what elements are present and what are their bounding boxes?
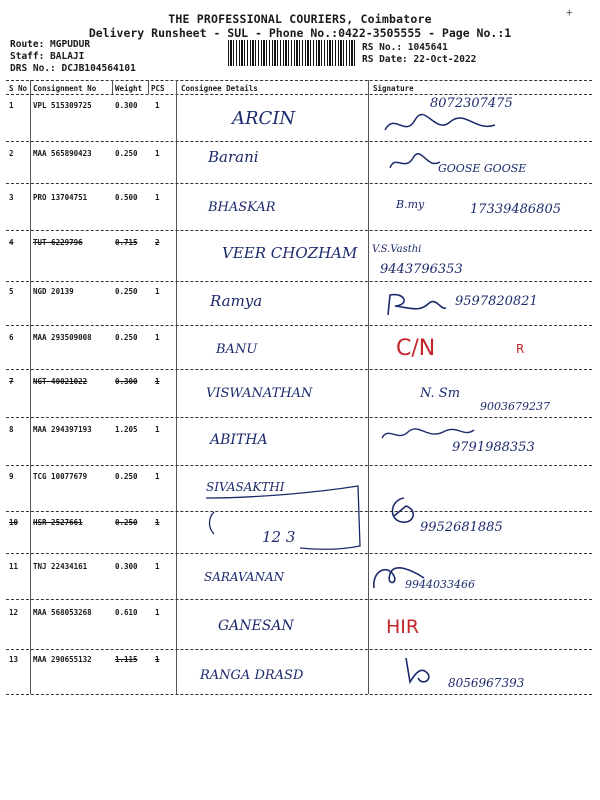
- row-sno: 1: [9, 101, 14, 110]
- row-sno: 9: [9, 472, 14, 481]
- row-sno: 7: [9, 377, 14, 386]
- row-signature-phone: 8072307475: [430, 96, 513, 111]
- runsheet-subtitle: Delivery Runsheet - SUL - Phone No.:0422-3505555 - Page No.:1: [88, 26, 512, 40]
- row-signature-phone: 9597820821: [455, 294, 538, 309]
- row-pcs: 1: [155, 193, 160, 202]
- row-consignment: MAA 565890423: [33, 149, 92, 158]
- row-sno: 6: [9, 333, 14, 342]
- row-signature-phone: 17339486805: [470, 202, 561, 217]
- row-divider: [6, 417, 592, 418]
- col-header-consignment: Consignment No: [33, 84, 97, 93]
- col-header-pcs: PCS: [151, 84, 165, 93]
- row-consignment: NGT 40021022: [33, 377, 88, 386]
- rs-date: RS Date: 22-Oct-2022: [362, 54, 477, 65]
- table-header-rule: [6, 94, 592, 95]
- rs-number: RS No.: 1045641: [362, 42, 448, 53]
- row-weight: 0.300: [115, 101, 138, 110]
- margin-note: 12 3: [262, 528, 296, 546]
- row-divider: [6, 599, 592, 600]
- row-consignee-name: SARAVANAN: [204, 570, 285, 584]
- row-consignee-name: ABITHA: [210, 432, 268, 448]
- col-header-signature: Signature: [373, 84, 414, 93]
- row-weight: 0.250: [115, 518, 138, 527]
- row-consignee-name: BANU: [216, 342, 258, 357]
- row-consignee-name: VEER CHOZHAM: [222, 244, 358, 262]
- signature-scribble: [380, 290, 450, 320]
- row-signature-text: B.my: [396, 198, 425, 211]
- row-signature-status: HIR: [386, 616, 420, 638]
- corner-mark-icon: +: [566, 6, 573, 19]
- row-consignment: VPL 515309725: [33, 101, 92, 110]
- row-signature-phone: 9791988353: [452, 440, 535, 455]
- row-consignment: NGD 20139: [33, 287, 74, 296]
- row-weight: 0.610: [115, 608, 138, 617]
- row-consignment: MAA 294397193: [33, 425, 92, 434]
- row-weight: 0.250: [115, 149, 138, 158]
- row-weight: 0.250: [115, 333, 138, 342]
- row-sno: 8: [9, 425, 14, 434]
- row-consignment: MAA 293509008: [33, 333, 92, 342]
- signature-scribble: [384, 494, 424, 528]
- row-consignee-name: RANGA DRASD: [200, 668, 304, 683]
- col-header-consignee: Consignee Details: [181, 84, 258, 93]
- row-signature-phone: 9952681885: [420, 520, 503, 535]
- runsheet-title: THE PROFESSIONAL COURIERS, Coimbatore: [168, 12, 432, 26]
- row-consignee-name: Ramya: [210, 292, 263, 310]
- row-consignee-name: BHASKAR: [208, 200, 276, 215]
- row-pcs: 1: [155, 377, 160, 386]
- row-pcs: 1: [155, 425, 160, 434]
- row-weight: 0.250: [115, 472, 138, 481]
- row-signature-mark: R: [516, 342, 525, 356]
- col-header-weight: Weight: [115, 84, 143, 93]
- row-consignment: MAA 290655132: [33, 655, 92, 664]
- row-divider: [6, 183, 592, 184]
- row-sno: 12: [9, 608, 19, 617]
- row-weight: 1.115: [115, 655, 138, 664]
- column-divider: [148, 80, 149, 94]
- row-divider: [6, 553, 592, 554]
- row-consignment: TUT 6229796: [33, 238, 83, 247]
- row-divider: [6, 511, 592, 512]
- column-divider: [176, 80, 177, 694]
- row-divider: [6, 281, 592, 282]
- row-pcs: 1: [155, 333, 160, 342]
- row-divider: [6, 325, 592, 326]
- row-divider: [6, 141, 592, 142]
- row-signature-phone: 9944033466: [405, 578, 475, 591]
- row-signature-phone: 9003679237: [480, 400, 550, 413]
- row-signature-phone: 8056967393: [448, 676, 525, 690]
- row-signature-status: C/N: [396, 336, 436, 361]
- row-consignee-name: SIVASAKTHI: [206, 480, 285, 494]
- row-pcs: 1: [155, 562, 160, 571]
- signature-scribble: [385, 150, 445, 176]
- row-signature-text: N. Sm: [420, 386, 461, 401]
- route-label: Route: MGPUDUR: [10, 39, 91, 50]
- row-consignment: MAA 568053268: [33, 608, 92, 617]
- row-weight: 1.205: [115, 425, 138, 434]
- row-weight: 0.300: [115, 562, 138, 571]
- table-bottom-rule: [6, 694, 592, 695]
- row-divider: [6, 230, 592, 231]
- row-signature-text: V.S.Vasthi: [372, 244, 422, 255]
- row-weight: 0.250: [115, 287, 138, 296]
- row-sno: 10: [9, 518, 19, 527]
- column-divider: [112, 80, 113, 94]
- row-weight: 0.715: [115, 238, 138, 247]
- row-signature-text: GOOSE GOOSE: [438, 162, 527, 175]
- row-pcs: 2: [155, 238, 160, 247]
- row-consignee-name: Barani: [208, 148, 259, 166]
- row-sno: 2: [9, 149, 14, 158]
- row-divider: [6, 369, 592, 370]
- row-sno: 5: [9, 287, 14, 296]
- staff-label: Staff: BALAJI: [10, 51, 85, 62]
- row-pcs: 1: [155, 518, 160, 527]
- signature-scribble: [380, 110, 500, 140]
- row-consignee-name: VISWANATHAN: [206, 386, 313, 401]
- row-consignee-name: ARCIN: [232, 108, 296, 129]
- row-consignee-name: GANESAN: [218, 618, 294, 634]
- row-consignment: PRO 13704751: [33, 193, 88, 202]
- row-weight: 0.300: [115, 377, 138, 386]
- row-consignment: TNJ 22434161: [33, 562, 88, 571]
- row-pcs: 1: [155, 149, 160, 158]
- row-sno: 11: [9, 562, 19, 571]
- row-sno: 13: [9, 655, 19, 664]
- row-divider: [6, 465, 592, 466]
- row-pcs: 1: [155, 472, 160, 481]
- column-divider: [30, 80, 31, 694]
- row-pcs: 1: [155, 655, 160, 664]
- column-divider: [368, 80, 369, 694]
- drs-number: DRS No.: DCJB104564101: [10, 63, 136, 74]
- barcode: [228, 40, 356, 66]
- row-divider: [6, 649, 592, 650]
- row-consignment: TCG 10077679: [33, 472, 88, 481]
- row-pcs: 1: [155, 101, 160, 110]
- col-header-sno: S No: [9, 84, 28, 93]
- row-weight: 0.500: [115, 193, 138, 202]
- row-sno: 3: [9, 193, 14, 202]
- row-consignment: HSR 2527661: [33, 518, 83, 527]
- row-pcs: 1: [155, 608, 160, 617]
- row-signature-phone: 9443796353: [380, 262, 463, 277]
- row-pcs: 1: [155, 287, 160, 296]
- table-top-rule: [6, 80, 592, 81]
- row-sno: 4: [9, 238, 14, 247]
- signature-scribble: [398, 652, 438, 692]
